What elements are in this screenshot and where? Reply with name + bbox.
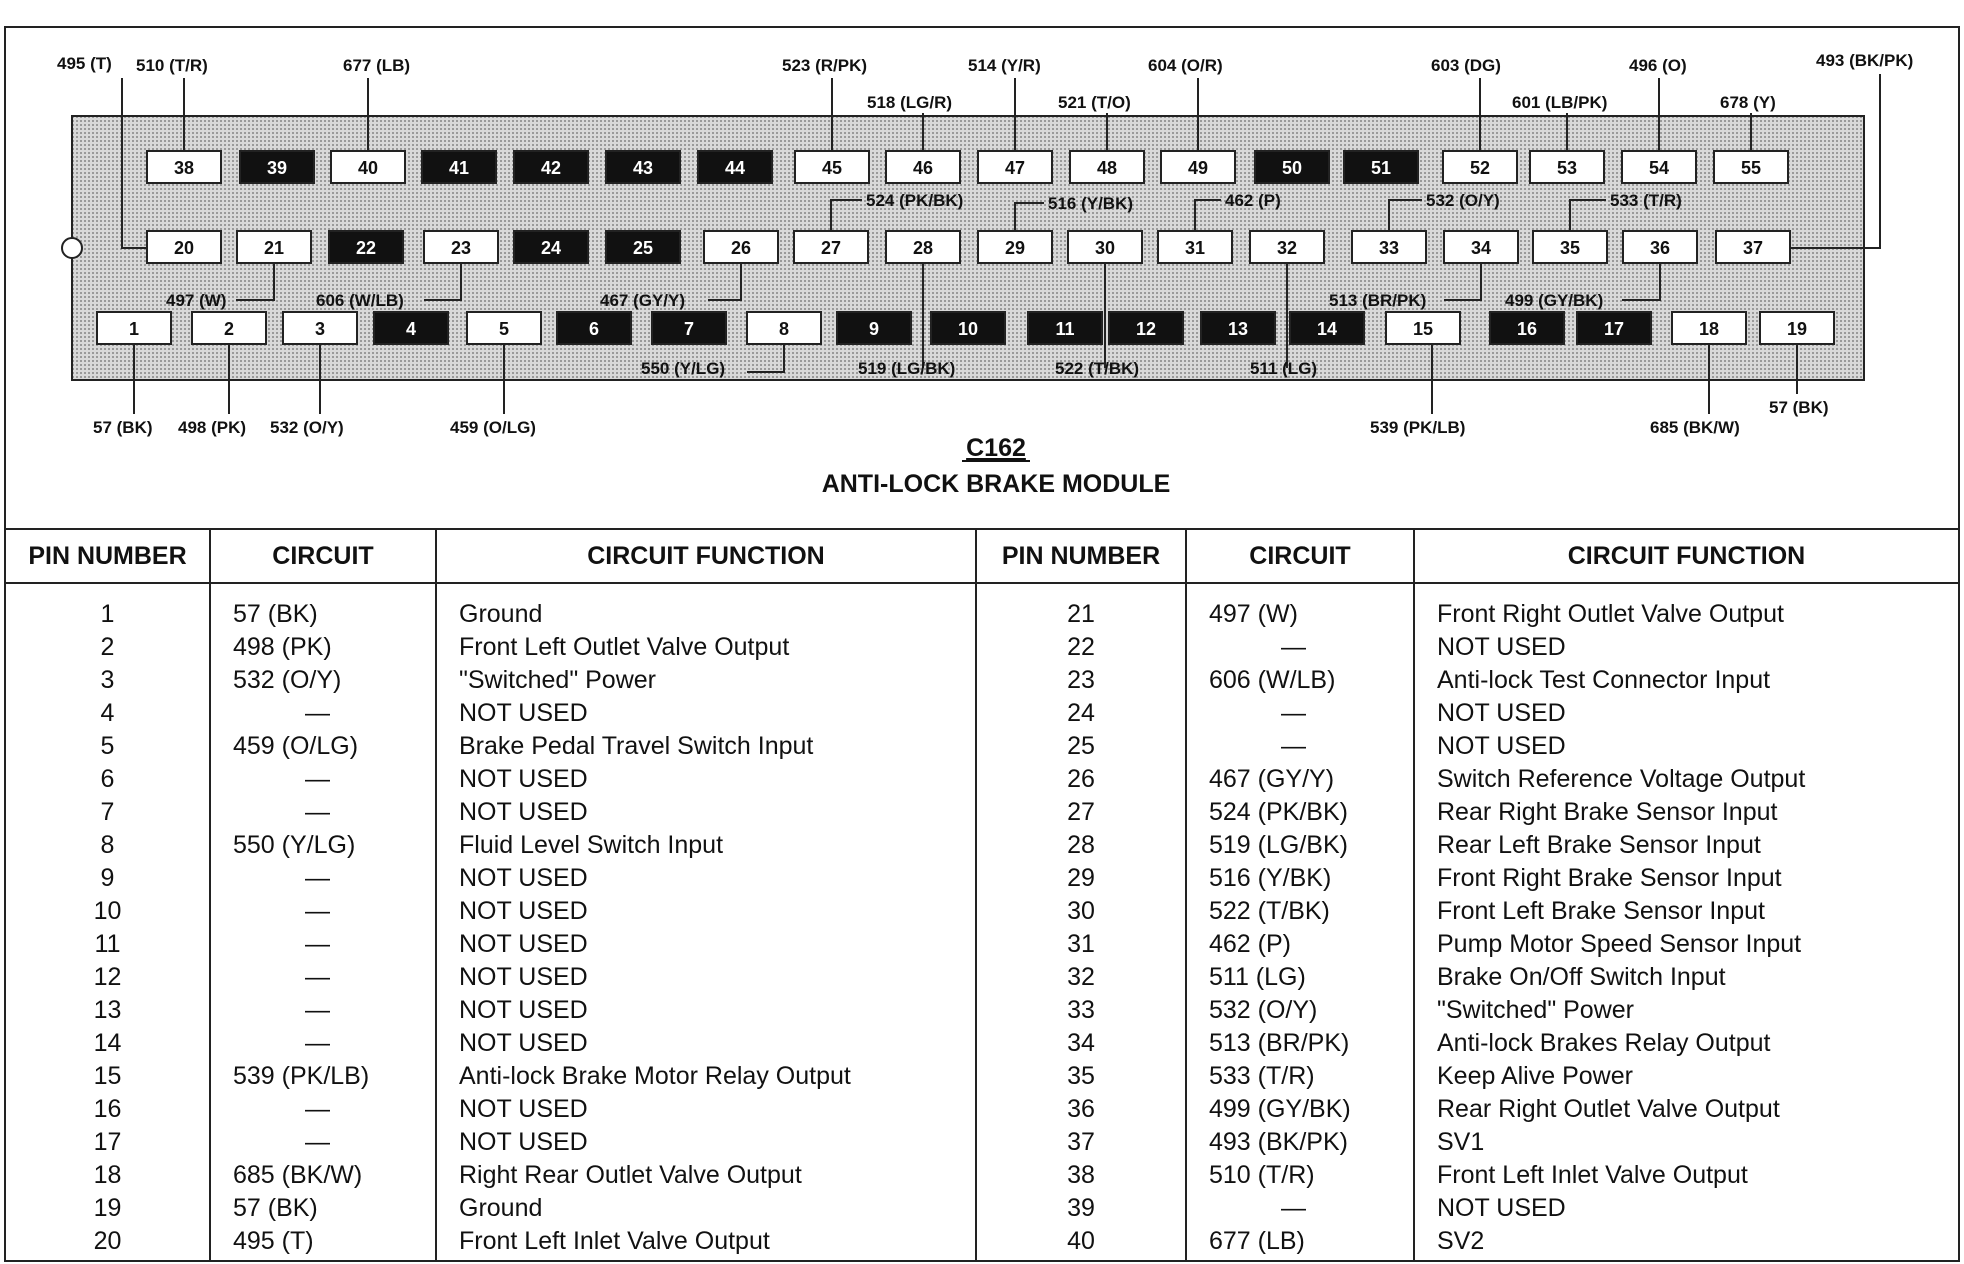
- pin-number-cell: 40: [1067, 1227, 1095, 1255]
- pin-number-cell: 12: [93, 963, 122, 991]
- wire-label: 519 (LG/BK): [858, 359, 956, 378]
- wire-label: 513 (BR/PK): [1329, 291, 1427, 310]
- pin-number-38: 38: [173, 158, 195, 178]
- wire-label: 678 (Y): [1720, 93, 1776, 112]
- circuit-function-cell: Front Left Inlet Valve Output: [459, 1227, 770, 1255]
- pin-number-36: 36: [1649, 238, 1671, 258]
- circuit-cell: —: [305, 930, 330, 958]
- circuit-cell: 462 (P): [1209, 930, 1291, 958]
- pin-number-cell: 11: [94, 930, 121, 958]
- pin-number-11: 11: [1055, 319, 1075, 339]
- wire-label: 522 (T/BK): [1055, 359, 1140, 378]
- pin-number-cell: 8: [100, 831, 115, 859]
- pin-number-17: 17: [1603, 319, 1625, 339]
- circuit-cell: 511 (LG): [1209, 963, 1306, 991]
- pin-number-cell: 25: [1067, 732, 1095, 760]
- pin-number-21: 21: [263, 238, 285, 258]
- pin-number-cell: 16: [93, 1095, 122, 1123]
- pin-number-cell: 27: [1067, 798, 1095, 826]
- pin-number-cell: 37: [1067, 1128, 1095, 1156]
- pin-number-37: 37: [1742, 238, 1764, 258]
- pin-number-28: 28: [912, 238, 934, 258]
- circuit-function-cell: Front Left Inlet Valve Output: [1437, 1161, 1748, 1189]
- circuit-cell: —: [305, 1095, 330, 1123]
- pin-number-4: 4: [405, 319, 417, 339]
- pin-number-26: 26: [730, 238, 752, 258]
- circuit-cell: 532 (O/Y): [1209, 996, 1318, 1024]
- circuit-cell: —: [305, 798, 330, 826]
- circuit-cell: 495 (T): [233, 1227, 314, 1255]
- circuit-cell: —: [305, 963, 330, 991]
- circuit-cell: 532 (O/Y): [233, 666, 342, 694]
- circuit-function-cell: Rear Right Outlet Valve Output: [1437, 1095, 1780, 1123]
- wire-label: 539 (PK/LB): [1370, 418, 1466, 437]
- wire-label: 459 (O/LG): [450, 418, 536, 437]
- pin-number-43: 43: [632, 158, 654, 178]
- circuit-cell: 550 (Y/LG): [233, 831, 356, 859]
- pin-number-24: 24: [540, 238, 562, 258]
- header-circuit-function-right: CIRCUIT FUNCTION: [1414, 529, 1958, 583]
- pin-number-27: 27: [820, 238, 842, 258]
- pin-number-cell: 24: [1067, 699, 1095, 727]
- pin-number-48: 48: [1096, 158, 1118, 178]
- circuit-function-cell: Rear Right Brake Sensor Input: [1437, 798, 1778, 826]
- circuit-function-cell: Anti-lock Brakes Relay Output: [1437, 1029, 1771, 1057]
- circuit-function-cell: Front Left Outlet Valve Output: [459, 633, 790, 661]
- pin-number-49: 49: [1187, 158, 1209, 178]
- pin-number-30: 30: [1094, 238, 1116, 258]
- circuit-function-cell: NOT USED: [1437, 633, 1566, 661]
- pin-number-46: 46: [912, 158, 934, 178]
- pin-number-cell: 5: [100, 732, 115, 760]
- pin-number-52: 52: [1469, 158, 1491, 178]
- circuit-function-cell: Front Left Brake Sensor Input: [1437, 897, 1765, 925]
- pin-number-cell: 19: [93, 1194, 122, 1222]
- pin-number-25: 25: [632, 238, 654, 258]
- pin-number-20: 20: [173, 238, 195, 258]
- circuit-cell: —: [1281, 732, 1306, 760]
- wire-label: 516 (Y/BK): [1048, 194, 1134, 213]
- header-circuit-right: CIRCUIT: [1186, 529, 1414, 583]
- circuit-function-cell: NOT USED: [459, 963, 588, 991]
- pin-number-55: 55: [1740, 158, 1762, 178]
- wire-label: 496 (O): [1629, 56, 1687, 75]
- wire-label: 604 (O/R): [1148, 56, 1223, 75]
- pin-number-2: 2: [223, 319, 235, 339]
- circuit-cell: 606 (W/LB): [1209, 666, 1336, 694]
- pin-number-cell: 15: [93, 1062, 122, 1090]
- circuit-function-cell: Fluid Level Switch Input: [459, 831, 724, 859]
- circuit-function-cell: Keep Alive Power: [1437, 1062, 1633, 1090]
- circuit-cell: 459 (O/LG): [233, 732, 359, 760]
- pin-number-cell: 2: [100, 633, 115, 661]
- pin-number-39: 39: [266, 158, 288, 178]
- circuit-function-cell: "Switched" Power: [1437, 996, 1634, 1024]
- wire-label: 603 (DG): [1431, 56, 1501, 75]
- pin-number-13: 13: [1227, 319, 1249, 339]
- circuit-cell: —: [305, 1029, 330, 1057]
- connector-key-circle: [62, 238, 82, 258]
- circuit-function-cell: Front Right Outlet Valve Output: [1437, 600, 1784, 628]
- pin-number-35: 35: [1559, 238, 1581, 258]
- wire-label: 521 (T/O): [1058, 93, 1131, 112]
- header-circuit-left: CIRCUIT: [210, 529, 436, 583]
- pin-number-5: 5: [498, 319, 510, 339]
- pin-number-15: 15: [1412, 319, 1434, 339]
- circuit-function-cell: NOT USED: [459, 798, 588, 826]
- connector-id: C162: [966, 434, 1026, 462]
- circuit-function-cell: Ground: [459, 1194, 543, 1222]
- pin-number-cell: 39: [1067, 1194, 1095, 1222]
- circuit-cell: —: [305, 897, 330, 925]
- pin-number-50: 50: [1281, 158, 1303, 178]
- circuit-function-cell: Brake Pedal Travel Switch Input: [459, 732, 814, 760]
- pin-number-cell: 36: [1067, 1095, 1095, 1123]
- circuit-cell: 467 (GY/Y): [1209, 765, 1335, 793]
- pin-number-cell: 28: [1067, 831, 1095, 859]
- wire-label: 532 (O/Y): [270, 418, 344, 437]
- circuit-cell: 677 (LB): [1209, 1227, 1305, 1255]
- circuit-cell: 498 (PK): [233, 633, 332, 661]
- wire-label: 493 (BK/PK): [1816, 51, 1914, 70]
- wire-label: 685 (BK/W): [1650, 418, 1740, 437]
- circuit-function-cell: NOT USED: [459, 996, 588, 1024]
- pin-number-41: 41: [448, 158, 470, 178]
- pin-number-cell: 1: [100, 600, 115, 628]
- circuit-function-cell: Right Rear Outlet Valve Output: [459, 1161, 802, 1189]
- circuit-function-cell: NOT USED: [1437, 1194, 1566, 1222]
- wire-label: 523 (R/PK): [782, 56, 868, 75]
- circuit-cell: —: [305, 699, 330, 727]
- circuit-function-cell: NOT USED: [459, 930, 588, 958]
- pin-number-9: 9: [868, 319, 880, 339]
- circuit-cell: —: [1281, 1194, 1306, 1222]
- circuit-cell: 522 (T/BK): [1209, 897, 1330, 925]
- pin-number-45: 45: [821, 158, 843, 178]
- table-body-row: [6, 583, 1958, 1260]
- circuit-function-cell: NOT USED: [459, 699, 588, 727]
- pin-number-33: 33: [1378, 238, 1400, 258]
- circuit-function-cell: NOT USED: [459, 897, 588, 925]
- connector-name: ANTI-LOCK BRAKE MODULE: [821, 470, 1171, 498]
- pin-number-cell: 10: [93, 897, 122, 925]
- pin-number-23: 23: [450, 238, 472, 258]
- circuit-cell: 685 (BK/W): [233, 1161, 363, 1189]
- circuit-function-cell: NOT USED: [1437, 699, 1566, 727]
- col-functions-left: [436, 583, 976, 1260]
- col-pins-left: [6, 583, 210, 1260]
- wire-label: 511 (LG): [1250, 359, 1318, 378]
- col-circuits-left: [210, 583, 436, 1260]
- circuit-cell: 533 (T/R): [1209, 1062, 1315, 1090]
- pin-number-16: 16: [1516, 319, 1538, 339]
- pin-number-cell: 4: [100, 699, 115, 727]
- circuit-function-cell: Front Right Brake Sensor Input: [1437, 864, 1782, 892]
- circuit-function-cell: NOT USED: [459, 765, 588, 793]
- pin-number-6: 6: [588, 319, 600, 339]
- circuit-function-cell: SV1: [1437, 1128, 1485, 1156]
- circuit-function-cell: Ground: [459, 600, 543, 628]
- pin-number-54: 54: [1648, 158, 1670, 178]
- wire-label: 497 (W): [166, 291, 227, 310]
- col-circuits-right: [1186, 583, 1414, 1260]
- circuit-cell: —: [1281, 633, 1306, 661]
- pin-function-table: [6, 528, 1958, 1260]
- table-header-row: [6, 529, 1958, 583]
- col-functions-right: [1414, 583, 1958, 1260]
- pin-number-cell: 31: [1067, 930, 1095, 958]
- circuit-cell: 57 (BK): [233, 1194, 318, 1222]
- wire-label: 550 (Y/LG): [641, 359, 726, 378]
- pin-number-34: 34: [1470, 238, 1492, 258]
- circuit-cell: —: [305, 864, 330, 892]
- pin-number-cell: 20: [93, 1227, 122, 1255]
- pin-number-29: 29: [1004, 238, 1026, 258]
- pin-number-47: 47: [1004, 158, 1026, 178]
- circuit-cell: 516 (Y/BK): [1209, 864, 1332, 892]
- circuit-function-cell: NOT USED: [1437, 732, 1566, 760]
- circuit-function-cell: SV2: [1437, 1227, 1485, 1255]
- circuit-function-cell: "Switched" Power: [459, 666, 656, 694]
- wire-label: 498 (PK): [178, 418, 247, 437]
- circuit-function-cell: NOT USED: [459, 1128, 588, 1156]
- pin-number-cell: 3: [100, 666, 115, 694]
- circuit-function-cell: Brake On/Off Switch Input: [1437, 963, 1726, 991]
- circuit-function-cell: Rear Left Brake Sensor Input: [1437, 831, 1761, 859]
- circuit-cell: 497 (W): [1209, 600, 1298, 628]
- pin-number-31: 31: [1184, 238, 1206, 258]
- header-circuit-function-left: CIRCUIT FUNCTION: [436, 529, 976, 583]
- pin-number-8: 8: [778, 319, 790, 339]
- circuit-function-cell: NOT USED: [459, 864, 588, 892]
- wire-label: 462 (P): [1225, 191, 1281, 210]
- col-pins-right: [976, 583, 1186, 1260]
- pin-number-cell: 13: [93, 996, 122, 1024]
- pin-number-cell: 35: [1067, 1062, 1095, 1090]
- circuit-cell: 493 (BK/PK): [1209, 1128, 1348, 1156]
- pin-number-cell: 7: [100, 798, 115, 826]
- pin-number-32: 32: [1276, 238, 1298, 258]
- pin-number-cell: 22: [1067, 633, 1095, 661]
- wire-label: 510 (T/R): [136, 56, 208, 75]
- pin-number-14: 14: [1316, 319, 1338, 339]
- circuit-function-cell: NOT USED: [459, 1029, 588, 1057]
- wire-label: 467 (GY/Y): [600, 291, 686, 310]
- pin-number-cell: 38: [1067, 1161, 1095, 1189]
- wire-label: 601 (LB/PK): [1512, 93, 1608, 112]
- header-pin-number-left: PIN NUMBER: [6, 529, 210, 583]
- pin-number-cell: 21: [1067, 600, 1095, 628]
- pin-number-22: 22: [355, 238, 377, 258]
- header-pin-number-right: PIN NUMBER: [976, 529, 1186, 583]
- circuit-function-cell: Anti-lock Brake Motor Relay Output: [459, 1062, 851, 1090]
- pin-number-51: 51: [1370, 158, 1392, 178]
- circuit-cell: 57 (BK): [233, 600, 318, 628]
- circuit-function-cell: Anti-lock Test Connector Input: [1437, 666, 1771, 694]
- circuit-cell: 513 (BR/PK): [1209, 1029, 1350, 1057]
- wire-label: 532 (O/Y): [1426, 191, 1500, 210]
- wire-label: 518 (LG/R): [867, 93, 953, 112]
- circuit-cell: —: [305, 996, 330, 1024]
- pin-number-cell: 18: [93, 1161, 122, 1189]
- pin-number-18: 18: [1698, 319, 1720, 339]
- pin-number-cell: 26: [1067, 765, 1095, 793]
- pin-number-44: 44: [724, 158, 746, 178]
- circuit-function-cell: NOT USED: [459, 1095, 588, 1123]
- pin-number-10: 10: [957, 319, 979, 339]
- pin-number-cell: 17: [93, 1128, 122, 1156]
- wire-label: 495 (T): [57, 54, 112, 73]
- pin-number-cell: 29: [1067, 864, 1095, 892]
- pin-number-cell: 33: [1067, 996, 1095, 1024]
- wire-label: 57 (BK): [93, 418, 153, 437]
- pin-number-cell: 34: [1067, 1029, 1095, 1057]
- pin-number-cell: 9: [100, 864, 115, 892]
- circuit-cell: 510 (T/R): [1209, 1161, 1315, 1189]
- pin-number-19: 19: [1786, 319, 1808, 339]
- wire-label: 533 (T/R): [1610, 191, 1682, 210]
- circuit-function-cell: Pump Motor Speed Sensor Input: [1437, 930, 1802, 958]
- wire-label: 524 (PK/BK): [866, 191, 964, 210]
- pin-number-cell: 32: [1067, 963, 1095, 991]
- circuit-cell: 524 (PK/BK): [1209, 798, 1348, 826]
- wire-label: 514 (Y/R): [968, 56, 1041, 75]
- pin-number-1: 1: [128, 319, 140, 339]
- pin-number-53: 53: [1556, 158, 1578, 178]
- circuit-function-cell: Switch Reference Voltage Output: [1437, 765, 1806, 793]
- circuit-cell: —: [305, 765, 330, 793]
- wire-label: 57 (BK): [1769, 398, 1829, 417]
- circuit-cell: —: [1281, 699, 1306, 727]
- circuit-cell: —: [305, 1128, 330, 1156]
- pin-number-cell: 30: [1067, 897, 1095, 925]
- wire-label: 499 (GY/BK): [1505, 291, 1604, 310]
- pin-number-cell: 23: [1067, 666, 1095, 694]
- pin-number-cell: 6: [100, 765, 115, 793]
- wire-label: 677 (LB): [343, 56, 411, 75]
- circuit-cell: 539 (PK/LB): [233, 1062, 370, 1090]
- pin-number-12: 12: [1135, 319, 1157, 339]
- pin-number-3: 3: [314, 319, 326, 339]
- pin-number-7: 7: [683, 319, 695, 339]
- circuit-cell: 499 (GY/BK): [1209, 1095, 1351, 1123]
- circuit-cell: 519 (LG/BK): [1209, 831, 1348, 859]
- wire-label: 606 (W/LB): [316, 291, 404, 310]
- pin-number-42: 42: [540, 158, 562, 178]
- pin-number-40: 40: [357, 158, 379, 178]
- connector-diagram: [0, 0, 1964, 528]
- pin-number-cell: 14: [93, 1029, 122, 1057]
